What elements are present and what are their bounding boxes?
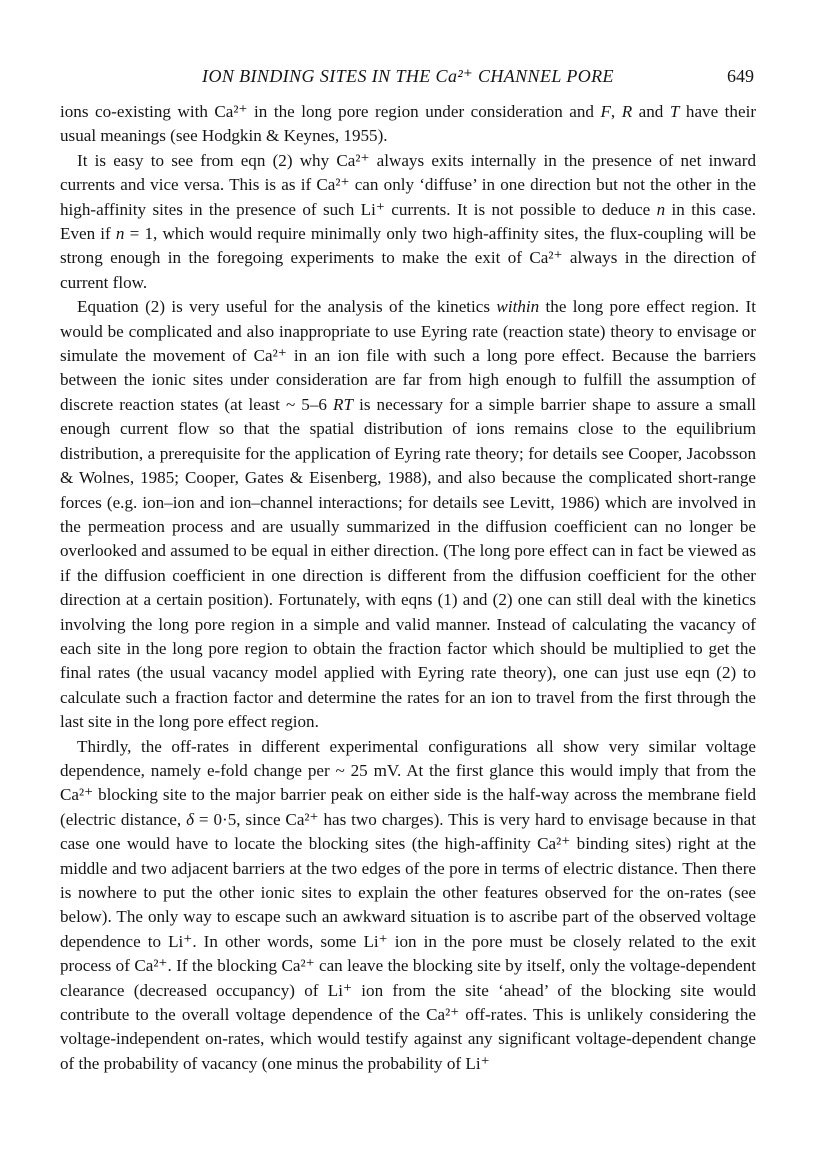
italic-term: R bbox=[621, 102, 633, 121]
text-run: = 0·5, since Ca²⁺ has two charges). This is very hard to envisage because in that case one would have to locate the blocking sites (the high-affinity Ca²⁺ binding sites) right at the middle and two adjacent barriers at the two edges of the pore in terms of electric distance. Then there is nowhere to put the other ionic sites to explain the other features observed for the on-rates (see below). The only way to escape such an awkward situation is to ascribe part of the observed voltage dependence to Li⁺. In other words, some Li⁺ ion in the pore must be closely related to the exit process of Ca²⁺. If the blocking Ca²⁺ can leave the blocking site by itself, only the voltage-dependent clearance (decreased occupancy) of Li⁺ ion from the site ‘ahead’ of the blocking site would contribute to the overall voltage dependence of the Ca²⁺ off-rates. This is unlikely considering the voltage-independent on-rates, which would testify against any significant voltage-dependent change of the probability of vacancy (one minus the probability of Li⁺ bbox=[60, 809, 756, 1073]
italic-term: RT bbox=[333, 394, 353, 414]
text-run: It is easy to see from eqn (2) why Ca²⁺ always exits internally in the presence of net inward currents and vice versa. This is as if Ca²⁺ can only ‘diffuse’ in one direction but not the other in the high-affinity sites in the presence of such Li⁺ currents. It is not possible to deduce bbox=[60, 150, 756, 219]
paragraph bbox=[60, 100, 756, 149]
italic-term: T bbox=[669, 102, 680, 121]
italic-term: F bbox=[600, 102, 611, 121]
text-run: and bbox=[632, 102, 670, 121]
text-run: in this case. Even if bbox=[60, 199, 756, 244]
page-number: 649 bbox=[727, 66, 754, 86]
page-header bbox=[60, 66, 756, 92]
text-run: , bbox=[610, 102, 622, 121]
text-run: have their usual meanings (see Hodgkin & Keynes, 1955). bbox=[60, 102, 757, 146]
italic-term: within bbox=[496, 297, 540, 317]
paragraph bbox=[60, 295, 756, 734]
text-run: the long pore effect region. It would be complicated and also inappropriate to use Eyring rate (reaction state) theory to envisage or simulate the movement of Ca²⁺ in an ion file with such a long pore effect. Because the barriers between the ionic sites under consideration are far from high enough to fulfill the assumption of discrete reaction states (at least ~ 5–6 bbox=[60, 297, 756, 414]
body-text bbox=[60, 100, 756, 1076]
paragraph bbox=[60, 735, 756, 1077]
text-run: ions co-existing with Ca²⁺ in the long pore region under consideration and bbox=[60, 102, 601, 121]
italic-term: δ bbox=[186, 809, 195, 829]
running-title: ION BINDING SITES IN THE Ca²⁺ CHANNEL PORE bbox=[202, 66, 614, 86]
text-run: is necessary for a simple barrier shape to assure a small enough current flow so that the spatial distribution of ions remains close to the equilibrium distribution, a prerequisite for the application of Eyring rate theory; for details see Cooper, Jacobsson & Wolnes, 1985; Cooper, Gates & Eisenberg, 1988), and also because the complicated short-range forces (e.g. ion–ion and ion–channel interactions; for details see Levitt, 1986) which are involved in the permeation process and are usually summarized in the diffusion coefficient can no longer be overlooked and assumed to be equal in either direction. (The long pore effect can in fact be viewed as if the diffusion coefficient in one direction is different from the diffusion coefficient for the other direction at a certain position). Fortunately, with eqns (1) and (2) one can still deal with the kinetics involving the long pore region in a simple and valid manner. Instead of calculating the vacancy of each site in the long pore region to obtain the fraction factor which should be multiplied to get the final rates (the usual vacancy model applied with Eyring rate theory), one can just use eqn (2) to calculate such a fraction factor and determine the rates for an ion to travel from the first through the last site in the long pore effect region. bbox=[60, 394, 756, 732]
text-run: Equation (2) is very useful for the analysis of the kinetics bbox=[77, 297, 497, 317]
text-run: Thirdly, the off-rates in different experimental configurations all show very similar voltage dependence, namely e-fold change per ~ 25 mV. At the first glance this would imply that from the Ca²⁺ blocking site to the major barrier peak on either side is the half-way across the membrane field (electric distance, bbox=[60, 736, 756, 829]
paragraph bbox=[60, 149, 756, 295]
italic-term: n bbox=[115, 224, 125, 244]
text-run: = 1, which would require minimally only two high-affinity sites, the flux-coupling will be strong enough in the foregoing experiments to make the exit of Ca²⁺ always in the direction of current flow. bbox=[60, 224, 756, 292]
italic-term: n bbox=[656, 199, 666, 219]
